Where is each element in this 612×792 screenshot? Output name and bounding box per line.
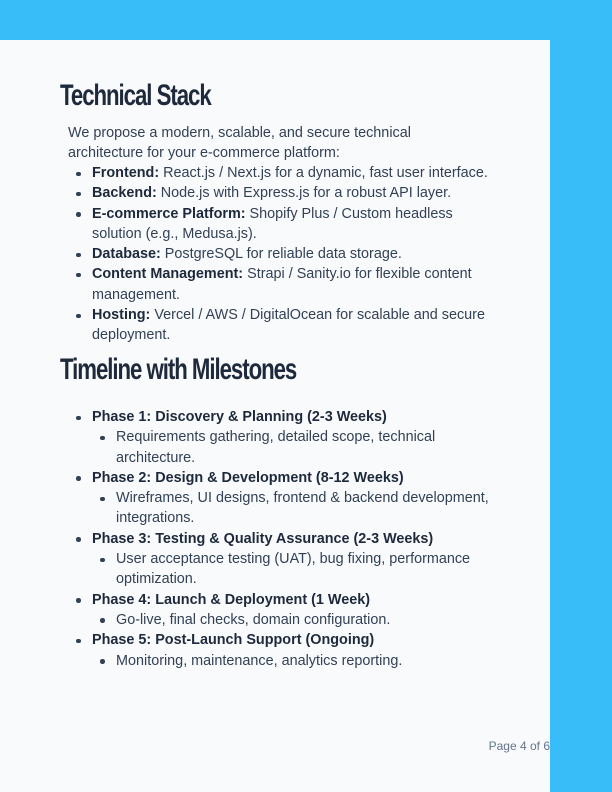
list-item bbox=[92, 163, 504, 183]
phase-detail: Monitoring, maintenance, analytics reporting. bbox=[116, 651, 496, 671]
phase-title: Phase 1: Discovery & Planning (2-3 Weeks) bbox=[92, 409, 387, 425]
phase-detail: Go-live, final checks, domain configuration. bbox=[116, 610, 496, 630]
item-label: Frontend: bbox=[92, 165, 160, 181]
technical-stack-intro: We propose a modern, scalable, and secure technical architecture for your e-commerce platform: bbox=[68, 125, 411, 162]
section-title-technical-stack: Technical Stack bbox=[60, 79, 211, 112]
phase-details bbox=[92, 549, 496, 590]
phase-item bbox=[92, 590, 504, 631]
phase-detail: Wireframes, UI designs, frontend & backend development, integrations. bbox=[116, 488, 496, 529]
item-text: PostgreSQL for reliable data storage. bbox=[160, 246, 402, 263]
item-text: React.js / Next.js for a dynamic, fast user interface. bbox=[159, 165, 488, 181]
phase-title: Phase 5: Post-Launch Support (Ongoing) bbox=[92, 632, 375, 649]
phase-details bbox=[92, 488, 496, 529]
phase-details bbox=[92, 610, 496, 630]
item-text: Vercel / AWS / DigitalOcean for scalable and secure deployment. bbox=[92, 307, 485, 344]
phase-title: Phase 4: Launch & Deployment (1 Week) bbox=[92, 591, 371, 608]
phase-title: Phase 2: Design & Development (8-12 Weeks) bbox=[92, 469, 404, 486]
technical-stack-list bbox=[92, 163, 504, 346]
item-text: Node.js with Express.js for a robust API layer. bbox=[156, 185, 452, 202]
phase-detail: User acceptance testing (UAT), bug fixing, performance optimization. bbox=[116, 549, 496, 590]
item-label: Database: bbox=[92, 246, 161, 263]
list-item bbox=[92, 204, 504, 245]
phase-title: Phase 3: Testing & Quality Assurance (2-3 Weeks) bbox=[92, 530, 434, 547]
phase-details bbox=[92, 427, 496, 468]
phase-item bbox=[92, 529, 504, 590]
timeline-list bbox=[92, 407, 504, 671]
list-item bbox=[92, 183, 504, 203]
phase-item bbox=[92, 468, 504, 529]
phase-detail: Requirements gathering, detailed scope, technical architecture. bbox=[116, 427, 496, 468]
phase-item bbox=[92, 407, 504, 468]
item-label: E-commerce Platform: bbox=[92, 205, 246, 222]
item-label: Content Management: bbox=[92, 266, 244, 283]
phase-item bbox=[92, 630, 504, 671]
item-label: Backend: bbox=[92, 185, 157, 202]
item-label: Hosting: bbox=[92, 307, 151, 324]
phase-details bbox=[92, 651, 496, 671]
item-text: Shopify Plus / Custom headless solution (e.g., Medusa.js). bbox=[92, 205, 453, 242]
item-text: Strapi / Sanity.io for flexible content management. bbox=[92, 266, 472, 303]
list-item bbox=[92, 244, 504, 264]
page-number: Page 4 of 6 bbox=[488, 739, 550, 753]
document-page bbox=[0, 40, 550, 792]
list-item bbox=[92, 305, 504, 346]
list-item bbox=[92, 264, 504, 305]
section-title-timeline: Timeline with Milestones bbox=[60, 353, 297, 386]
